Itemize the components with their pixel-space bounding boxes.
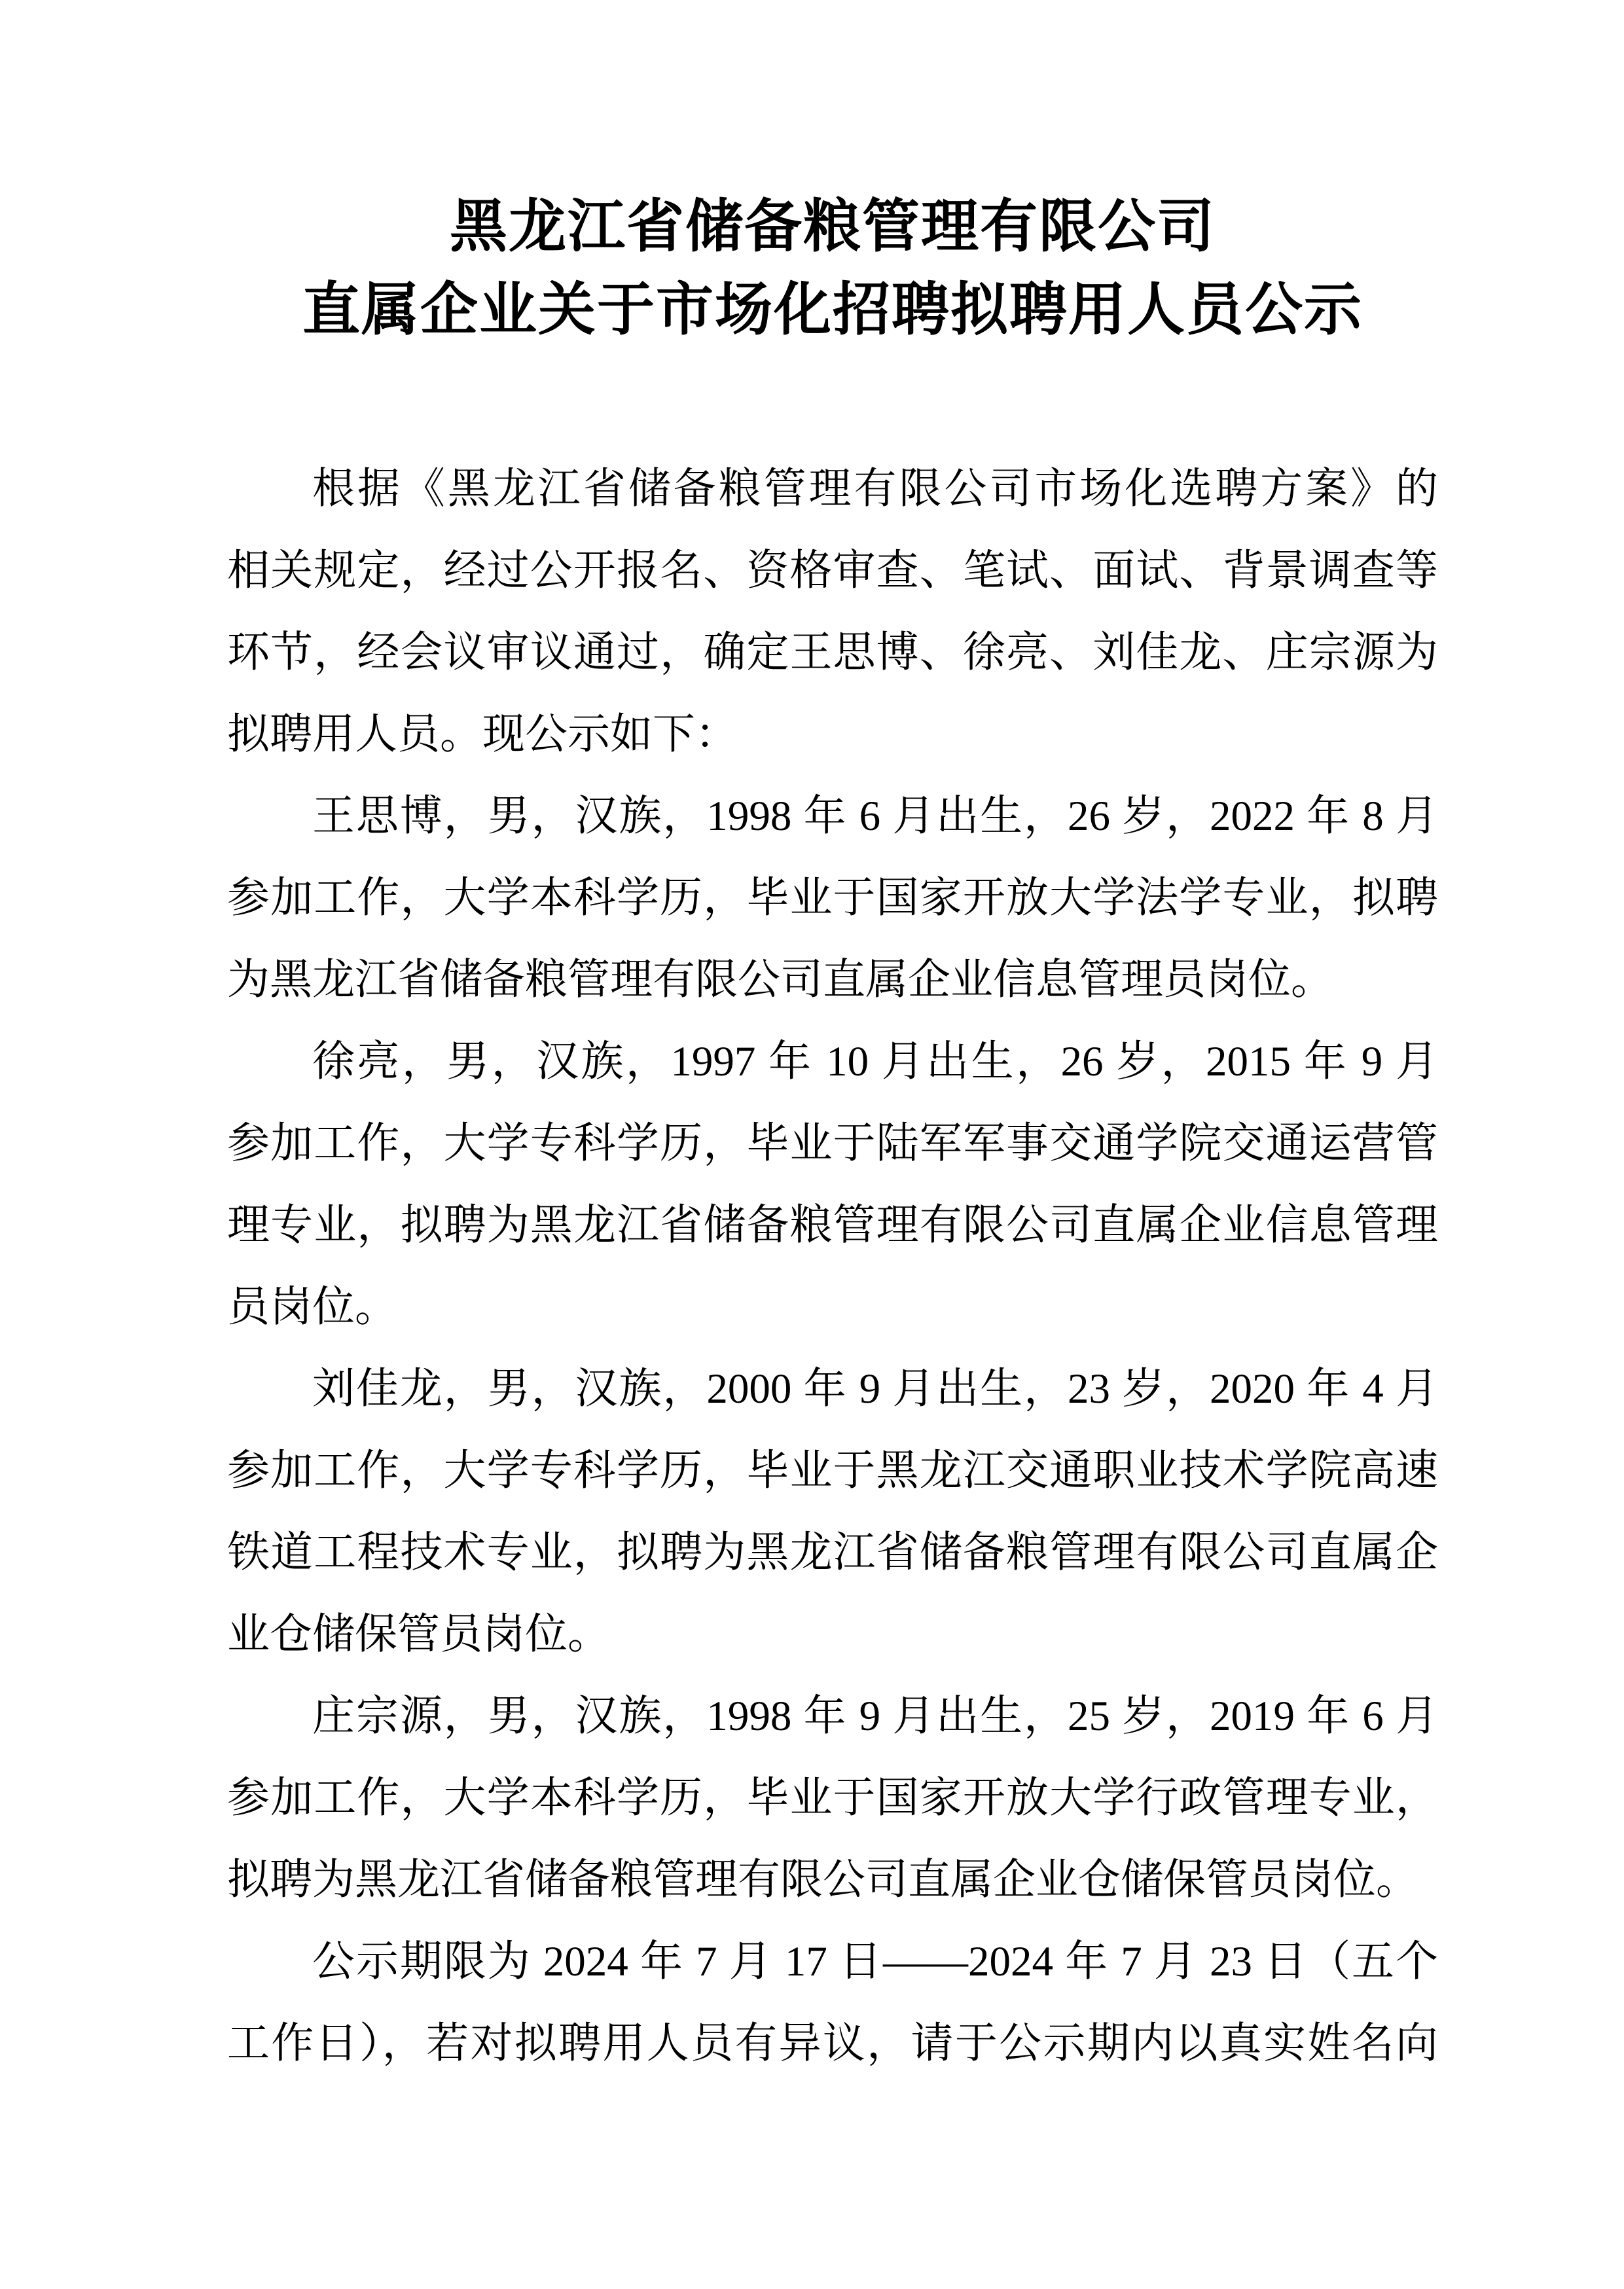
- text-line: 拟聘用人员。现公示如下：: [227, 711, 738, 758]
- document-title-line-1: 黑龙江省储备粮管理有限公司: [449, 196, 1216, 259]
- text-line: 环节，经会议审议通过，确定王思博、徐亮、刘佳龙、庄宗源为: [227, 629, 1438, 676]
- text-line: 员岗位。: [227, 1284, 398, 1331]
- text-line: 参加工作，大学专科学历，毕业于黑龙江交通职业技术学院高速: [227, 1447, 1438, 1494]
- text-line: 公示期限为 2024 年 7 月 17 日——2024 年 7 月 23 日（五个: [312, 1938, 1438, 1985]
- text-line: 拟聘为黑龙江省储备粮管理有限公司直属企业仓储保管员岗位。: [227, 1856, 1419, 1903]
- text-line: 业仓储保管员岗位。: [227, 1611, 611, 1658]
- paragraph: [227, 1921, 1438, 2085]
- text-line: 王思博，男，汉族，1998 年 6 月出生，26 岁，2022 年 8 月: [312, 793, 1438, 840]
- document-title: [227, 0, 1438, 352]
- text-line: 庄宗源，男，汉族，1998 年 9 月出生，25 岁，2019 年 6 月: [312, 1693, 1438, 1740]
- paragraph: [227, 1676, 1438, 1921]
- paragraph: [227, 1348, 1438, 1676]
- text-line: 参加工作，大学专科学历，毕业于陆军军事交通学院交通运营管: [227, 1120, 1438, 1167]
- paragraph: [227, 776, 1438, 1021]
- text-line: 根据《黑龙江省储备粮管理有限公司市场化选聘方案》的: [312, 465, 1438, 513]
- text-line: 相关规定，经过公开报名、资格审查、笔试、面试、背景调查等: [227, 547, 1438, 594]
- text-line: 为黑龙江省储备粮管理有限公司直属企业信息管理员岗位。: [227, 956, 1334, 1003]
- text-line: 刘佳龙，男，汉族，2000 年 9 月出生，23 岁，2020 年 4 月: [312, 1365, 1438, 1413]
- text-line: 徐亮，男，汉族，1997 年 10 月出生，26 岁，2015 年 9 月: [312, 1038, 1438, 1085]
- text-line: 工作日），若对拟聘用人员有异议，请于公示期内以真实姓名向: [227, 2020, 1438, 2067]
- document-body: [227, 448, 1438, 2085]
- text-line: 铁道工程技术专业，拟聘为黑龙江省储备粮管理有限公司直属企: [227, 1529, 1438, 1576]
- text-line: 理专业，拟聘为黑龙江省储备粮管理有限公司直属企业信息管理: [227, 1202, 1438, 1249]
- text-line: 参加工作，大学本科学历，毕业于国家开放大学法学专业，拟聘: [227, 874, 1438, 922]
- paragraph: [227, 1021, 1438, 1348]
- text-line: 参加工作，大学本科学历，毕业于国家开放大学行政管理专业，: [227, 1775, 1438, 1822]
- paragraph: [227, 448, 1438, 776]
- document-content: [227, 0, 1438, 2085]
- document-title-line-2: 直属企业关于市场化招聘拟聘用人员公示: [302, 279, 1363, 342]
